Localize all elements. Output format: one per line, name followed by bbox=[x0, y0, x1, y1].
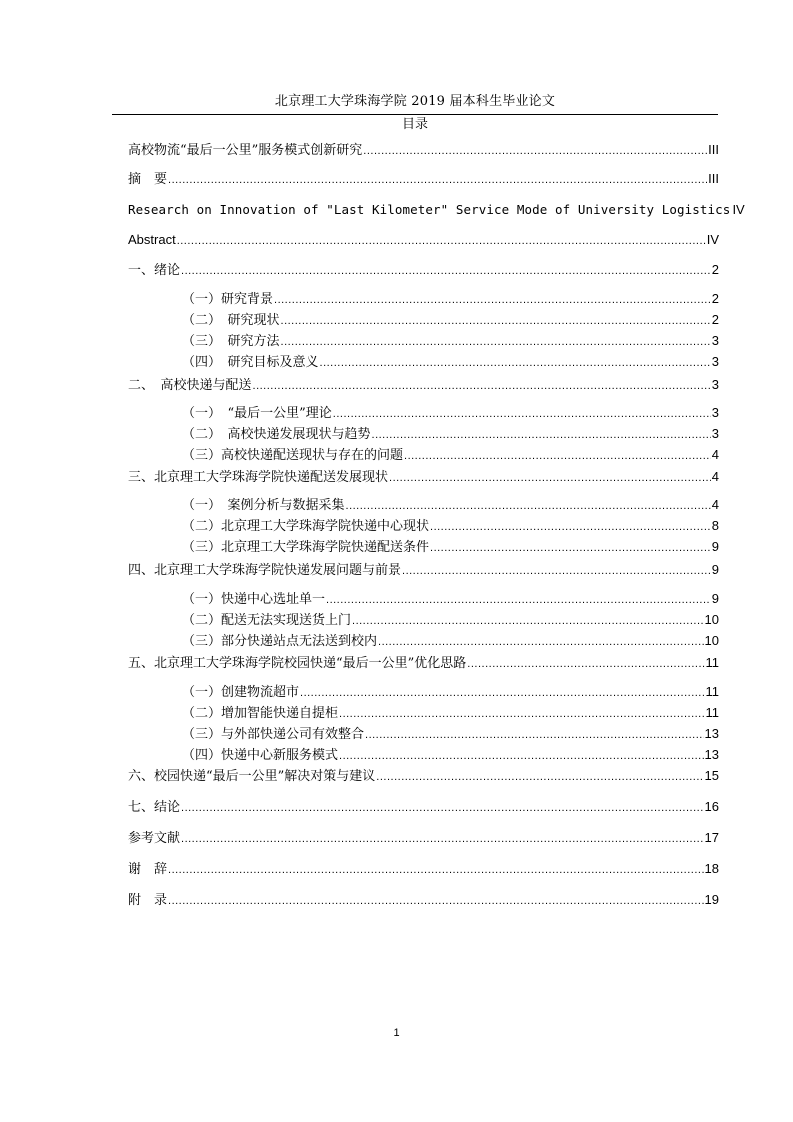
page-number: 1 bbox=[393, 1027, 400, 1039]
toc-entry[interactable]: 六、校园快递“最后一公里”解决对策与建议 ..... 15 bbox=[128, 767, 719, 786]
dot-leader bbox=[402, 562, 711, 580]
toc-entry[interactable]: （二） 高校快递发展现状与趋势 ..... 3 bbox=[182, 425, 719, 444]
dot-leader bbox=[253, 377, 711, 395]
running-header: 北京理工大学珠海学院 2019 届本科生毕业论文 bbox=[274, 94, 556, 109]
toc-entry[interactable]: （二）增加智能快递自提柜 ..... 11 bbox=[182, 704, 719, 723]
dot-leader bbox=[467, 655, 704, 673]
toc-entry[interactable]: （二）配送无法实现送货上门 ..... 10 bbox=[182, 611, 719, 630]
toc-entry[interactable]: 三、北京理工大学珠海学院快递配送发展现状 ..... 4 bbox=[128, 468, 719, 487]
toc-title: 目录 bbox=[401, 117, 428, 132]
dot-leader bbox=[352, 612, 704, 630]
dot-leader bbox=[300, 684, 704, 702]
dot-leader bbox=[363, 142, 707, 160]
toc-entry[interactable]: Research on Innovation of "Last Kilometer" Service Mode of University Logistics IV bbox=[128, 202, 745, 217]
toc-entry[interactable]: （三）与外部快递公司有效整合 ..... 13 bbox=[182, 725, 719, 744]
dot-leader bbox=[346, 497, 711, 515]
toc-entry[interactable]: （四） 研究目标及意义 ..... 3 bbox=[182, 353, 719, 372]
toc-entry[interactable]: （三）高校快递配送现状与存在的问题 ..... 4 bbox=[182, 446, 719, 465]
toc-entry[interactable]: 七、结论 ..... 16 bbox=[128, 798, 719, 817]
toc-entry[interactable]: （四）快递中心新服务模式 ..... 13 bbox=[182, 746, 719, 765]
dot-leader bbox=[333, 405, 711, 423]
dot-leader bbox=[326, 591, 711, 609]
dot-leader bbox=[430, 518, 711, 536]
toc-entry[interactable]: 参考文献 ..... 17 bbox=[128, 829, 719, 848]
dot-leader bbox=[181, 262, 711, 280]
toc-entry[interactable]: 四、北京理工大学珠海学院快递发展问题与前景 ..... 9 bbox=[128, 561, 719, 580]
toc-entry[interactable]: （一）研究背景 ..... 2 bbox=[182, 290, 719, 309]
toc-entry[interactable]: 一、绪论 ..... 2 bbox=[128, 261, 719, 280]
toc-entry[interactable]: 附 录 ..... 19 bbox=[128, 891, 719, 910]
dot-leader bbox=[181, 799, 704, 817]
toc-entry[interactable]: （一）快递中心选址单一 ..... 9 bbox=[182, 590, 719, 609]
toc-entry[interactable]: （三）部分快递站点无法送到校内 ..... 10 bbox=[182, 632, 719, 651]
dot-leader bbox=[339, 705, 704, 723]
toc-entry[interactable]: （一） 案例分析与数据采集 ..... 4 bbox=[182, 496, 719, 515]
toc-entry[interactable]: （一）创建物流超市 ..... 11 bbox=[182, 683, 719, 702]
dot-leader bbox=[365, 726, 704, 744]
dot-leader bbox=[168, 861, 704, 879]
dot-leader bbox=[181, 830, 704, 848]
dot-leader bbox=[339, 747, 704, 765]
dot-leader bbox=[177, 232, 706, 250]
toc-entry[interactable]: 五、北京理工大学珠海学院校园快递“最后一公里”优化思路 ..... 11 bbox=[128, 654, 719, 673]
toc-entry[interactable]: 高校物流“最后一公里”服务模式创新研究 ..... III bbox=[128, 141, 719, 160]
toc-entry[interactable]: （三）北京理工大学珠海学院快递配送条件 ..... 9 bbox=[182, 538, 719, 557]
toc-entry[interactable]: （二） 研究现状 ..... 2 bbox=[182, 311, 719, 330]
dot-leader bbox=[376, 768, 703, 786]
toc-entry[interactable]: （一） “最后一公里”理论 ..... 3 bbox=[182, 404, 719, 423]
toc-entry[interactable]: 摘 要 ..... III bbox=[128, 170, 719, 189]
dot-leader bbox=[378, 633, 704, 651]
dot-leader bbox=[320, 354, 711, 372]
dot-leader bbox=[274, 291, 711, 309]
dot-leader bbox=[281, 312, 711, 330]
toc-entry[interactable]: 谢 辞 ..... 18 bbox=[128, 860, 719, 879]
dot-leader bbox=[372, 426, 711, 444]
toc-entry[interactable]: （二）北京理工大学珠海学院快递中心现状 ..... 8 bbox=[182, 517, 719, 536]
dot-leader bbox=[404, 447, 711, 465]
toc-entry[interactable]: 二、 高校快递与配送 ..... 3 bbox=[128, 376, 719, 395]
dot-leader bbox=[281, 333, 711, 351]
dot-leader bbox=[168, 171, 707, 189]
toc-entry[interactable]: （三） 研究方法 ..... 3 bbox=[182, 332, 719, 351]
dot-leader bbox=[430, 539, 711, 557]
toc-entry[interactable]: Abstract ..... IV bbox=[128, 231, 719, 250]
dot-leader bbox=[389, 469, 711, 487]
dot-leader bbox=[168, 892, 704, 910]
